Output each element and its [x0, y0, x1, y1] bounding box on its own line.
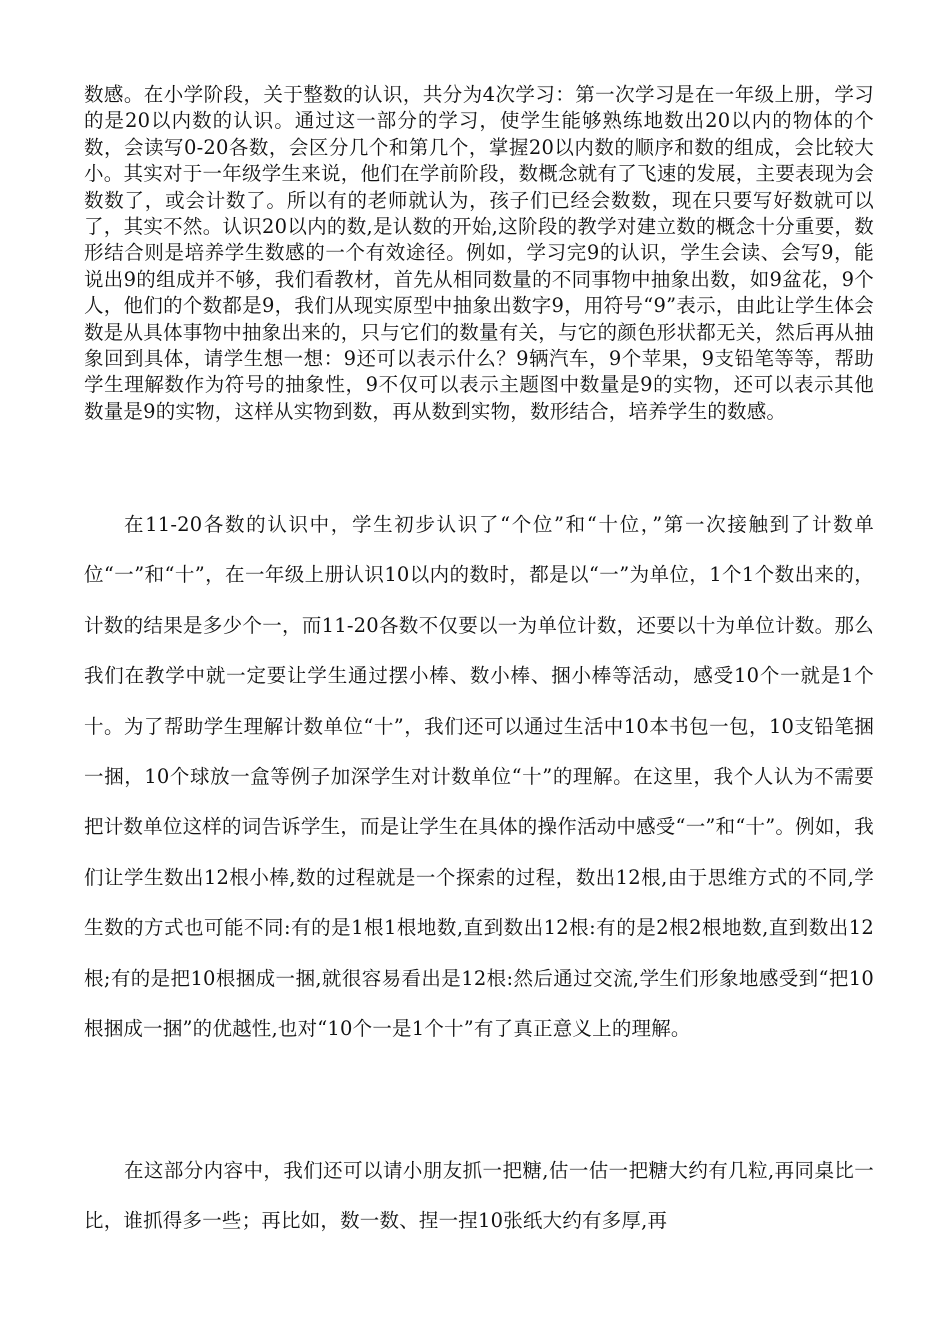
paragraph-number-sense: 数感。在小学阶段，关于整数的认识，共分为4次学习：第一次学习是在一年级上册，学习的是20以内数的认识。通过这一部分的学习，使学生能够熟练地数出20以内的物体的个数，会读写0-20各数，会区分几个和第几个，掌握20以内数的顺序和数的组成，会比较大小。其实对于一年级学生来说，他们在学前阶段，数概念就有了飞速的发展，主要表现为会数数了，或会计数了。所以有的老师就认为，孩子们已经会数数，现在只要写好数就可以了，其实不然。认识20以内的数,是认数的开始,这阶段的教学对建立数的概念十分重要，数形结合则是培养学生数感的一个有效途径。例如，学习完9的认识，学生会读、会写9，能说出9的组成并不够，我们看教材，首先从相同数量的不同事物中抽象出数，如9盆花，9个人，他们的个数都是9，我们从现实原型中抽象出数字9，用符号“9”表示，由此让学生体会数是从具体事物中抽象出来的，只与它们的数量有关，与它的颜色形状都无关，然后再从抽象回到具体，请学生想一想：9还可以表示什么？9辆汽车，9个苹果，9支铅笔等等，帮助学生理解数作为符号的抽象性，9不仅可以表示主题图中数量是9的实物，还可以表示其他数量是9的实物，这样从实物到数，再从数到实物，数形结合，培养学生的数感。 [84, 83, 874, 423]
paragraph-estimation: 在这部分内容中，我们还可以请小朋友抓一把糖,估一估一把糖大约有几粒,再同桌比一比，谁抓得多一些；再比如，数一数、捏一捏10张纸大约有多厚,再 [84, 1159, 874, 1233]
paragraph-counting-units: 在11-20各数的认识中，学生初步认识了“个位”和“十位，”第一次接触到了计数单位“一”和“十”，在一年级上册认识10以内的数时，都是以“一”为单位，1个1个数出来的，计数的结果是多少个一，而11-20各数不仅要以一为单位计数，还要以十为单位计数。那么我们在教学中就一定要让学生通过摆小棒、数小棒、捆小棒等活动，感受10个一就是1个十。为了帮助学生理解计数单位“十”，我们还可以通过生活中10本书包一包，10支铅笔捆一捆，10个球放一盒等例子加深学生对计数单位“十”的理解。在这里，我个人认为不需要把计数单位这样的词告诉学生，而是让学生在具体的操作活动中感受“一”和“十”。例如，我们让学生数出12根小棒,数的过程就是一个探索的过程，数出12根,由于思维方式的不同,学生数的方式也可能不同:有的是1根1根地数,直到数出12根:有的是2根2根地数,直到数出12根;有的是把10根捆成一捆,就很容易看出是12根:然后通过交流,学生们形象地感受到“把10根捆成一捆”的优越性,也对“10个一是1个十”有了真正意义上的理解。 [84, 513, 874, 1041]
